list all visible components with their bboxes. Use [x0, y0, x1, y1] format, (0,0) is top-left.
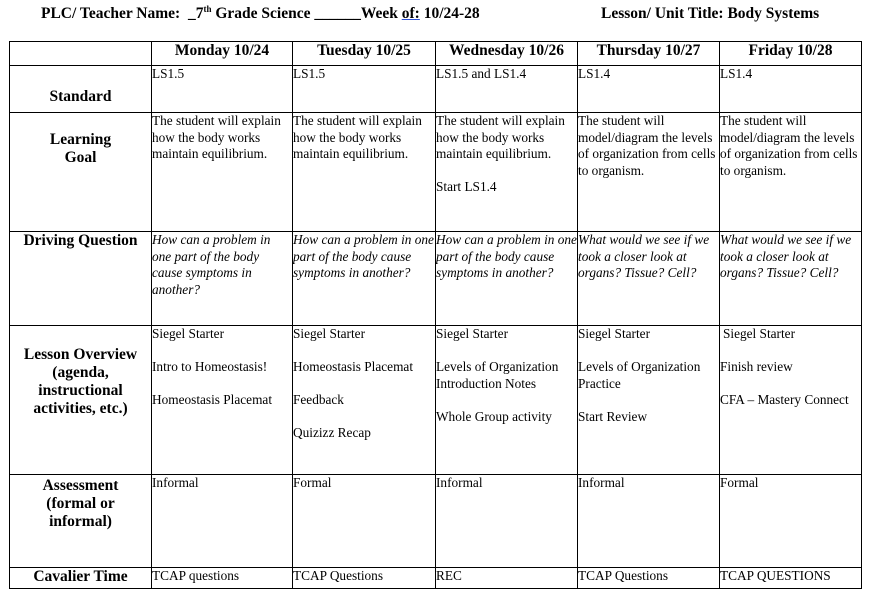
cell-text: The student will explain how the body works maintain equilibrium.	[436, 113, 565, 161]
lesson-overview-cell-wednesday	[436, 326, 578, 475]
row-label-text: Cavalier Time	[33, 568, 128, 585]
agenda-item: Homeostasis Placemat	[152, 392, 273, 407]
cell-text: TCAP Questions	[578, 568, 669, 583]
cavalier-cell-tuesday	[293, 568, 436, 589]
agenda-item: Siegel Starter	[723, 326, 796, 341]
cell-text: The student will explain how the body works maintain equilibrium.	[152, 113, 281, 161]
cell-text: How can a problem in one part of the body cause symptoms in another?	[152, 232, 271, 297]
cavalier-cell-thursday	[578, 568, 720, 589]
driving-question-cell-tuesday	[293, 232, 436, 326]
driving-question-cell-thursday	[578, 232, 720, 326]
day-header-tuesday: Tuesday 10/25	[293, 42, 436, 66]
assessment-cell-tuesday	[293, 475, 436, 568]
row-label-text: Goal	[64, 149, 97, 166]
cell-text: Informal	[436, 475, 483, 490]
row-label-learning-goal	[10, 113, 152, 232]
lesson-overview-cell-tuesday	[293, 326, 436, 475]
cell-text: LS1.4	[578, 66, 611, 81]
cell-text: The student will explain how the body works maintain equilibrium.	[293, 113, 422, 161]
corner-cell	[10, 42, 152, 66]
row-label-text: Learning	[49, 131, 112, 148]
assessment-cell-wednesday	[436, 475, 578, 568]
agenda-item: Siegel Starter	[152, 326, 225, 341]
cell-text: Informal	[152, 475, 199, 490]
plc-teacher-name	[41, 5, 480, 23]
driving-question-cell-friday	[720, 232, 862, 326]
row-label-text: activities, etc.)	[33, 400, 128, 417]
cell-text: Start LS1.4	[436, 179, 497, 194]
learning-goal-cell-wednesday	[436, 113, 578, 232]
cell-text: How can a problem in one part of the body cause symptoms in another?	[436, 232, 577, 280]
day-header-monday: Monday 10/24	[152, 42, 293, 66]
week-value: 10/24-28	[419, 5, 480, 22]
cell-text: LS1.4	[720, 66, 753, 81]
standard-cell-thursday	[578, 66, 720, 113]
learning-goal-cell-thursday	[578, 113, 720, 232]
agenda-item: Homeostasis Placemat	[293, 359, 414, 374]
plc-label: PLC/ Teacher Name: _7	[41, 5, 204, 22]
lesson-overview-cell-friday	[720, 326, 862, 475]
day-header-friday: Friday 10/28	[720, 42, 862, 66]
cell-text: LS1.5	[152, 66, 185, 81]
day-header-row	[10, 42, 862, 66]
cell-text: LS1.5	[293, 66, 326, 81]
standard-cell-tuesday	[293, 66, 436, 113]
cavalier-cell-monday	[152, 568, 293, 589]
row-label-text: Lesson Overview	[23, 346, 138, 363]
learning-goal-cell-tuesday	[293, 113, 436, 232]
agenda-item: Levels of Organization Introduction Notes	[436, 359, 559, 391]
assessment-cell-thursday	[578, 475, 720, 568]
cell-text: What would we see if we took a closer look at organs? Tissue? Cell?	[720, 232, 852, 280]
cell-text: Informal	[578, 475, 625, 490]
lesson-overview-row	[10, 326, 862, 475]
agenda-item: Quizizz Recap	[293, 425, 371, 440]
assessment-cell-friday	[720, 475, 862, 568]
row-label-text: (formal or	[46, 495, 115, 512]
unit-title: Lesson/ Unit Title: Body Systems	[601, 5, 820, 22]
cell-text: TCAP Questions	[293, 568, 384, 583]
lesson-plan-table	[9, 41, 862, 589]
driving-question-row	[10, 232, 862, 326]
agenda-item: Intro to Homeostasis!	[152, 359, 268, 374]
row-label-text: Driving Question	[23, 232, 138, 249]
cavalier-time-row	[10, 568, 862, 589]
agenda-item: Feedback	[293, 392, 344, 407]
learning-goal-cell-friday	[720, 113, 862, 232]
cell-text: How can a problem in one part of the body cause symptoms in another?	[293, 232, 434, 280]
lesson-overview-cell-monday	[152, 326, 293, 475]
grade-subject: Grade Science ______Week	[211, 5, 402, 22]
assessment-cell-monday	[152, 475, 293, 568]
row-label-text: Standard	[49, 88, 112, 105]
agenda-item: Siegel Starter	[578, 326, 651, 341]
day-header-wednesday: Wednesday 10/26	[436, 42, 578, 66]
standard-row	[10, 66, 862, 113]
cavalier-cell-friday	[720, 568, 862, 589]
driving-question-cell-wednesday	[436, 232, 578, 326]
ordinal-superscript: th	[203, 4, 212, 14]
agenda-item: Siegel Starter	[436, 326, 509, 341]
row-label-lesson-overview	[10, 326, 152, 475]
cell-text: TCAP QUESTIONS	[720, 568, 831, 583]
agenda-item: Whole Group activity	[436, 408, 552, 424]
learning-goal-cell-monday	[152, 113, 293, 232]
cell-text: Formal	[293, 475, 332, 490]
standard-cell-monday	[152, 66, 293, 113]
agenda-item: Start Review	[578, 408, 648, 424]
learning-goal-row	[10, 113, 862, 232]
standard-cell-friday	[720, 66, 862, 113]
cell-text: What would we see if we took a closer look at organs? Tissue? Cell?	[578, 232, 710, 280]
cell-text: LS1.5 and LS1.4	[436, 66, 527, 81]
cell-text: TCAP questions	[152, 568, 240, 583]
row-label-driving-question	[10, 232, 152, 326]
assessment-row	[10, 475, 862, 568]
driving-question-cell-monday	[152, 232, 293, 326]
cell-text: Formal	[720, 475, 759, 490]
cell-text: REC	[436, 568, 462, 583]
document-header	[0, 5, 870, 25]
row-label-standard	[10, 66, 152, 113]
cell-text: The student will model/diagram the levels of organization from cells to organism.	[720, 113, 858, 178]
row-label-text: informal)	[49, 513, 112, 530]
agenda-item: Finish review	[720, 359, 793, 374]
row-label-text: instructional	[38, 382, 123, 399]
row-label-cavalier-time	[10, 568, 152, 589]
lesson-overview-cell-thursday	[578, 326, 720, 475]
row-label-text: (agenda,	[52, 364, 109, 381]
cell-text: The student will model/diagram the levels of organization from cells to organism.	[578, 113, 716, 178]
agenda-item: CFA – Mastery Connect	[720, 392, 849, 407]
day-header-thursday: Thursday 10/27	[578, 42, 720, 66]
agenda-item: Siegel Starter	[293, 326, 366, 341]
row-label-text: Assessment	[42, 477, 119, 494]
week-of-label: of:	[401, 5, 420, 22]
agenda-item: Levels of Organization Practice	[578, 359, 701, 391]
standard-cell-wednesday	[436, 66, 578, 113]
row-label-assessment	[10, 475, 152, 568]
cavalier-cell-wednesday	[436, 568, 578, 589]
